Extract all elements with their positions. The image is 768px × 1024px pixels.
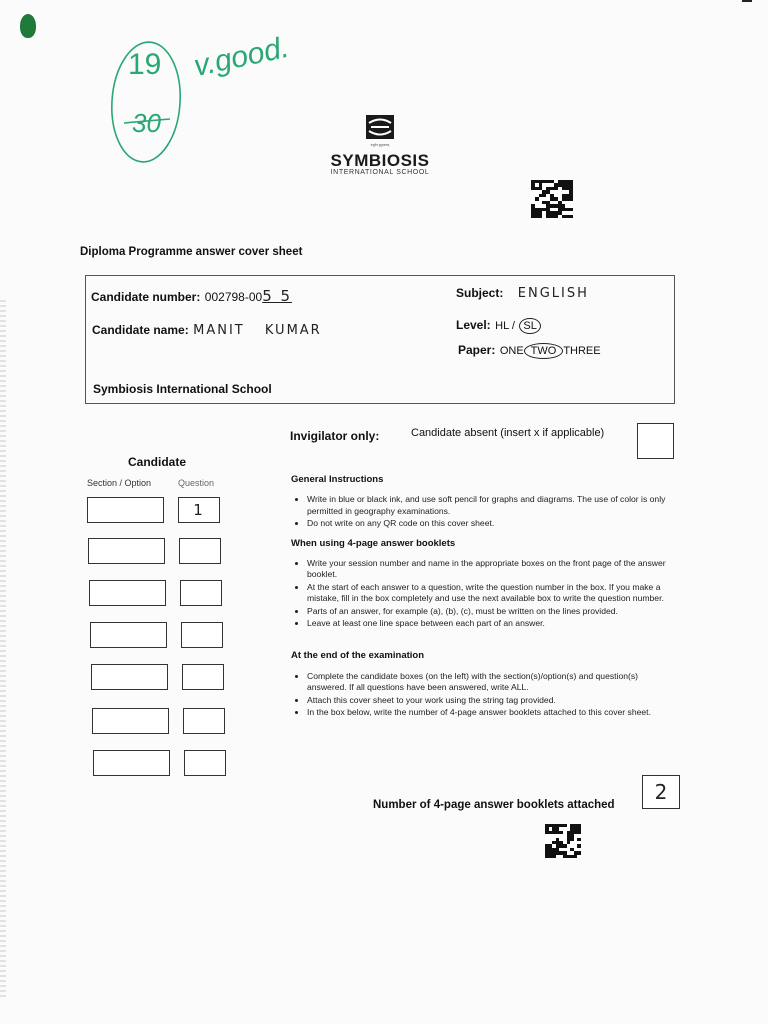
subject-value[interactable]: ENGLISH — [517, 286, 589, 301]
question-box[interactable] — [183, 708, 225, 734]
candidate-number-printed: 002798-00 — [204, 290, 263, 304]
section-option-box[interactable] — [92, 708, 169, 734]
candidate-name-row — [92, 321, 322, 339]
instruction-item: • At the start of each answer to a question, write the question number in the box. If you make a mistake, fill in the box completely and use the next available box to write the question number. — [307, 582, 671, 605]
level-options: HL / — [495, 320, 515, 332]
globe-emblem-icon — [365, 114, 395, 142]
instruction-item: • Parts of an answer, for example (a), (b), (c), must be written on the lines provided. — [307, 606, 671, 618]
booklets-attached-box[interactable]: 2 — [642, 775, 680, 809]
scan-edge-artifact — [0, 300, 6, 1000]
subject-label: Subject: — [456, 286, 504, 300]
subject-row — [456, 284, 589, 302]
instruction-item: • Write your session number and name in the appropriate boxes on the front page of the answer booklet. — [307, 558, 671, 581]
school-logo-subtitle: INTERNATIONAL SCHOOL — [330, 169, 430, 176]
section-option-box[interactable] — [90, 622, 167, 648]
question-box[interactable] — [179, 538, 221, 564]
end-instructions-title: At the end of the examination — [291, 649, 425, 661]
grade-total: 30 — [132, 108, 161, 138]
booklets-instructions-list — [291, 558, 671, 630]
end-instructions-list — [291, 671, 671, 719]
qr-code — [531, 180, 573, 218]
booklets-attached-label: Number of 4-page answer booklets attached — [373, 799, 615, 811]
section-option-box[interactable] — [91, 664, 168, 690]
section-option-box[interactable] — [93, 750, 170, 776]
candidate-table-title: Candidate — [128, 455, 187, 469]
paper-label: Paper: — [458, 343, 496, 357]
candidate-absent-text: Candidate absent (insert x if applicable) — [411, 427, 605, 439]
level-row — [456, 316, 541, 334]
ink-mark — [20, 14, 36, 38]
instructions — [291, 474, 671, 720]
instruction-item: • Attach this cover sheet to your work using the string tag provided. — [307, 695, 671, 707]
paper-selected[interactable]: TWO — [524, 343, 564, 359]
paper-row — [458, 341, 601, 359]
candidate-absent-box[interactable] — [637, 423, 674, 459]
candidate-number-handwritten[interactable]: 5 5 — [262, 287, 293, 305]
school-logo-name: SYMBIOSIS — [330, 151, 430, 170]
general-instructions-title: General Instructions — [291, 474, 384, 485]
invigilator-label: Invigilator only: — [290, 429, 380, 443]
sheet-title: Diploma Programme answer cover sheet — [80, 246, 303, 258]
candidate-info-box — [85, 275, 675, 404]
grade-comment: v.good. — [190, 30, 292, 84]
school-name: Symbiosis International School — [93, 382, 272, 396]
candidate-number-label: Candidate number: — [91, 290, 201, 304]
instruction-item: • Complete the candidate boxes (on the left) with the section(s)/option(s) and question(s) answered. If all questions have been answered, write ALL. — [307, 671, 671, 694]
question-box[interactable] — [180, 580, 222, 606]
level-label: Level: — [456, 318, 491, 332]
page-edge-mark — [742, 0, 752, 2]
paper-option-one: ONE — [499, 345, 524, 357]
instruction-item: • Leave at least one line space between each part of an answer. — [307, 618, 671, 630]
question-box[interactable]: 1 — [178, 497, 220, 523]
question-box[interactable] — [181, 622, 223, 648]
question-box[interactable] — [184, 750, 226, 776]
grade-score: 19 — [128, 48, 162, 81]
level-selected[interactable]: SL — [519, 318, 540, 334]
candidate-name-value[interactable]: MANIT KUMAR — [193, 323, 322, 338]
general-instructions-list — [291, 494, 671, 530]
candidate-name-label: Candidate name: — [92, 323, 189, 337]
section-option-box[interactable] — [87, 497, 164, 523]
qr-code — [545, 824, 581, 858]
instruction-item: • Write in blue or black ink, and use soft pencil for graphs and diagrams. The use of color is only permitted in geography examinations. — [307, 494, 671, 517]
section-option-box[interactable] — [89, 580, 166, 606]
instruction-item: • In the box below, write the number of 4-page answer booklets attached to this cover sheet. — [307, 707, 671, 719]
booklets-instructions-title: When using 4-page answer booklets — [291, 537, 456, 549]
paper-option-three: THREE — [563, 345, 601, 357]
emblem-caption: वसुधैव कुटुम्बकम् — [370, 143, 390, 147]
section-option-header: Section / Option — [87, 478, 152, 488]
instruction-item: • Do not write on any QR code on this cover sheet. — [307, 518, 671, 530]
section-option-box[interactable] — [88, 538, 165, 564]
school-logo — [320, 114, 440, 176]
question-header: Question — [178, 478, 215, 488]
candidate-number-row — [91, 287, 292, 306]
question-box[interactable] — [182, 664, 224, 690]
